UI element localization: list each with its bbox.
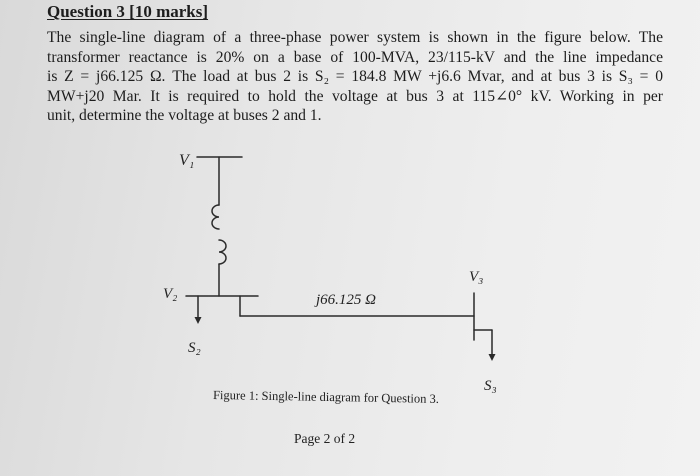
bus-1-label: V₁ (179, 152, 195, 169)
question-heading: Question 3 [10 marks] (47, 2, 209, 21)
question-line-4: MW+j20 Mar. It is required to hold the voltage at bus 3 at 115∠0° kV. Working in per (47, 87, 663, 105)
question-line-3: is Z = j66.125 Ω. The load at bus 2 is S₂ = 184.8 MW +j6.6 Mvar, and at bus 3 is S₃ = 0 (47, 68, 663, 85)
transformer-primary-coil (212, 205, 219, 229)
question-line-2: transformer reactance is 20% on a base of 100-MVA, 23/115-kV and the line impedance (47, 48, 663, 66)
bus-2-label: V₂ (163, 286, 178, 302)
load-2-arrow-icon (195, 317, 202, 324)
page-number: Page 2 of 2 (294, 431, 356, 446)
figure-caption: Figure 1: Single-line diagram for Question 3. (212, 388, 440, 406)
load-2-label: S₂ (188, 340, 201, 356)
question-line-5: unit, determine the voltage at buses 2 and 1. (47, 107, 322, 124)
transformer-secondary-coil (219, 240, 226, 264)
load-3-arrow-icon (489, 354, 496, 361)
question-line-1: The single-line diagram of a three-phase power system is shown in the figure below. The (47, 29, 663, 46)
bus-3-label: V₃ (469, 269, 484, 285)
line-impedance-label: j66.125 Ω (316, 292, 377, 308)
load-3-label: S₃ (484, 378, 497, 394)
